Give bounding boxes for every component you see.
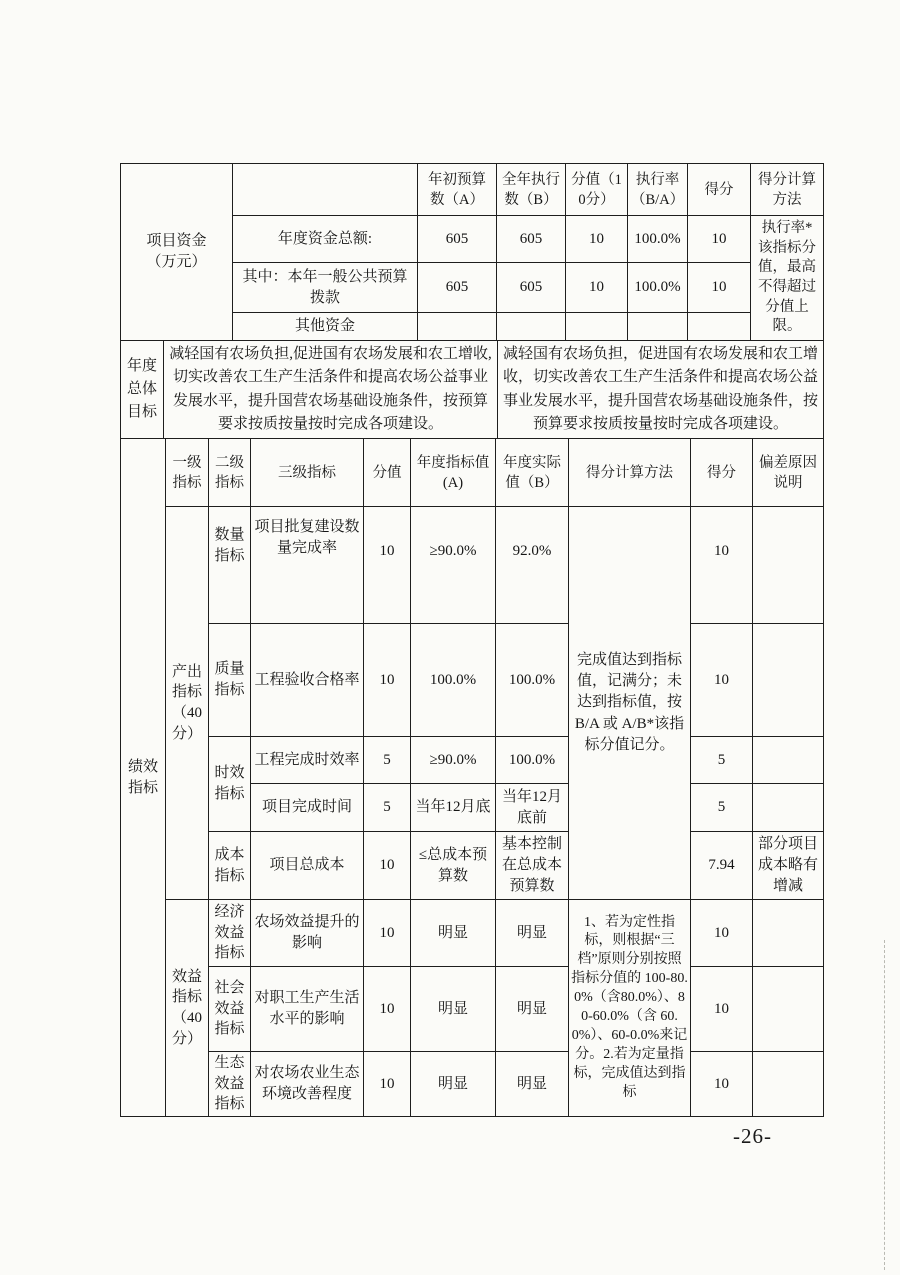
fund-score-value: 10 [688, 216, 751, 263]
fund-exec-b-value: 605 [497, 216, 566, 263]
fund-rate-value: 100.0% [628, 263, 688, 313]
level2-cell: 生态效益指标 [209, 1052, 251, 1117]
performance-indicator-table [120, 438, 824, 1117]
score-cell: 7.94 [691, 832, 753, 900]
header-score: 得分 [691, 439, 753, 507]
header-deviation: 偏差原因说明 [753, 439, 824, 507]
method-output-cell: 完成值达到指标值，记满分；未达到指标值，按 B/A 或 A/B*该指标分值记分。 [569, 507, 691, 900]
level2-cell: 成本指标 [209, 832, 251, 900]
performance-row-header: 绩效指标 [121, 439, 166, 1117]
level2-cell: 质量指标 [209, 624, 251, 737]
target-cell: ≥90.0% [411, 737, 496, 784]
indicator-cell: 项目完成时间 [251, 784, 364, 832]
fund-exec-b-value [497, 313, 566, 341]
actual-cell: 明显 [496, 900, 569, 967]
level1-output-cell: 产出指标（40分） [166, 507, 209, 900]
deviation-cell: 部分项目成本略有增减 [753, 832, 824, 900]
fund-budget-a-value [418, 313, 497, 341]
value-cell: 10 [364, 507, 411, 624]
project-fund-table [120, 163, 824, 341]
fund-header-exec-b: 全年执行数（B） [497, 164, 566, 216]
deviation-cell [753, 967, 824, 1052]
score-cell: 10 [691, 1052, 753, 1117]
method-benefit-cell: 1、若为定性指标，则根据“三档”原则分别按照指标分值的 100-80.0%（含80.0%）、80-60.0%（含 60.0%）、60-0.0%来记分。2.若为定量指标，完成值达到指标 [569, 900, 691, 1117]
fund-row-label: 年度资金总额: [233, 216, 418, 263]
value-cell: 10 [364, 624, 411, 737]
target-cell: 明显 [411, 967, 496, 1052]
actual-cell: 100.0% [496, 737, 569, 784]
score-cell: 10 [691, 624, 753, 737]
fund-rate-value: 100.0% [628, 216, 688, 263]
row-ecological-benefit [121, 1052, 824, 1117]
actual-cell: 基本控制在总成本预算数 [496, 832, 569, 900]
indicator-cell: 项目总成本 [251, 832, 364, 900]
fund-rate-value [628, 313, 688, 341]
value-cell: 10 [364, 1052, 411, 1117]
target-cell: ≥90.0% [411, 507, 496, 624]
fund-exec-b-value: 605 [497, 263, 566, 313]
annual-goal-table [120, 340, 824, 439]
row-economic-benefit [121, 900, 824, 967]
header-actual: 年度实际值（B） [496, 439, 569, 507]
score-cell: 10 [691, 900, 753, 967]
fund-value: 10 [566, 216, 628, 263]
fund-row-label: 其他资金 [233, 313, 418, 341]
header-level2: 二级指标 [209, 439, 251, 507]
fund-header-rate: 执行率（B/A） [628, 164, 688, 216]
header-method: 得分计算方法 [569, 439, 691, 507]
performance-header-row [121, 439, 824, 507]
deviation-cell [753, 900, 824, 967]
fund-value: 10 [566, 263, 628, 313]
row-cost [121, 832, 824, 900]
deviation-cell [753, 624, 824, 737]
fund-method-cell: 执行率*该指标分值，最高不得超过分值上限。 [751, 216, 824, 341]
actual-cell: 100.0% [496, 624, 569, 737]
fund-label-header-empty [233, 164, 418, 216]
actual-cell: 当年12月底前 [496, 784, 569, 832]
fund-row-label: 其中：本年一般公共预算拨款 [233, 263, 418, 313]
indicator-cell: 工程验收合格率 [251, 624, 364, 737]
value-cell: 10 [364, 900, 411, 967]
indicator-cell: 工程完成时效率 [251, 737, 364, 784]
value-cell: 10 [364, 967, 411, 1052]
row-quantity [121, 507, 824, 624]
indicator-cell: 对农场农业生态环境改善程度 [251, 1052, 364, 1117]
actual-cell: 92.0% [496, 507, 569, 624]
target-cell: 明显 [411, 900, 496, 967]
scan-artifact-line [884, 940, 885, 1270]
deviation-cell [753, 507, 824, 624]
level2-cell: 数量指标 [209, 507, 251, 624]
annual-goal-text-a: 减轻国有农场负担,促进国有农场发展和农工增收,切实改善农工生产生活条件和提高农场公益事业发展水平，提升国营农场基础设施条件，按预算要求按质按量按时完成各项建设。 [164, 341, 498, 439]
page-number: -26- [733, 1124, 772, 1148]
evaluation-sheet [120, 163, 823, 1117]
fund-score-value: 10 [688, 263, 751, 313]
value-cell: 5 [364, 784, 411, 832]
header-indicator: 三级指标 [251, 439, 364, 507]
fund-header-score: 得分 [688, 164, 751, 216]
target-cell: 100.0% [411, 624, 496, 737]
indicator-cell: 项目批复建设数量完成率 [251, 507, 364, 624]
score-cell: 10 [691, 967, 753, 1052]
fund-row-header-label: 项目资金（万元） [146, 233, 207, 270]
level1-benefit-cell: 效益指标（40分） [166, 900, 209, 1117]
value-cell: 5 [364, 737, 411, 784]
score-cell: 5 [691, 737, 753, 784]
target-cell: 明显 [411, 1052, 496, 1117]
target-cell: ≤总成本预算数 [411, 832, 496, 900]
fund-score-value [688, 313, 751, 341]
row-quality [121, 624, 824, 737]
annual-goal-label: 年度总体目标 [121, 341, 164, 439]
fund-value [566, 313, 628, 341]
score-cell: 5 [691, 784, 753, 832]
fund-budget-a-value: 605 [418, 263, 497, 313]
row-timeliness-rate [121, 737, 824, 784]
fund-header-budget-a: 年初预算数（A） [418, 164, 497, 216]
actual-cell: 明显 [496, 1052, 569, 1117]
score-cell: 10 [691, 507, 753, 624]
indicator-cell: 对职工生产生活水平的影响 [251, 967, 364, 1052]
fund-header-method: 得分计算方法 [751, 164, 824, 216]
deviation-cell [753, 737, 824, 784]
value-cell: 10 [364, 832, 411, 900]
deviation-cell [753, 1052, 824, 1117]
level2-cell: 经济效益指标 [209, 900, 251, 967]
deviation-cell [753, 784, 824, 832]
actual-cell: 明显 [496, 967, 569, 1052]
level2-cell: 社会效益指标 [209, 967, 251, 1052]
fund-row-header [121, 164, 233, 341]
level2-cell: 时效指标 [209, 737, 251, 832]
indicator-cell: 农场效益提升的影响 [251, 900, 364, 967]
annual-goal-text-b: 减轻国有农场负担，促进国有农场发展和农工增收，切实改善农工生产生活条件和提高农场公益事业发展水平，提升国营农场基础设施条件，按预算要求按质按量按时完成各项建设。 [498, 341, 824, 439]
fund-header-value: 分值（10分） [566, 164, 628, 216]
row-social-benefit [121, 967, 824, 1052]
header-value: 分值 [364, 439, 411, 507]
target-cell: 当年12月底 [411, 784, 496, 832]
fund-budget-a-value: 605 [418, 216, 497, 263]
header-level1: 一级指标 [166, 439, 209, 507]
annual-goal-row [121, 341, 824, 439]
header-target: 年度指标值(A) [411, 439, 496, 507]
